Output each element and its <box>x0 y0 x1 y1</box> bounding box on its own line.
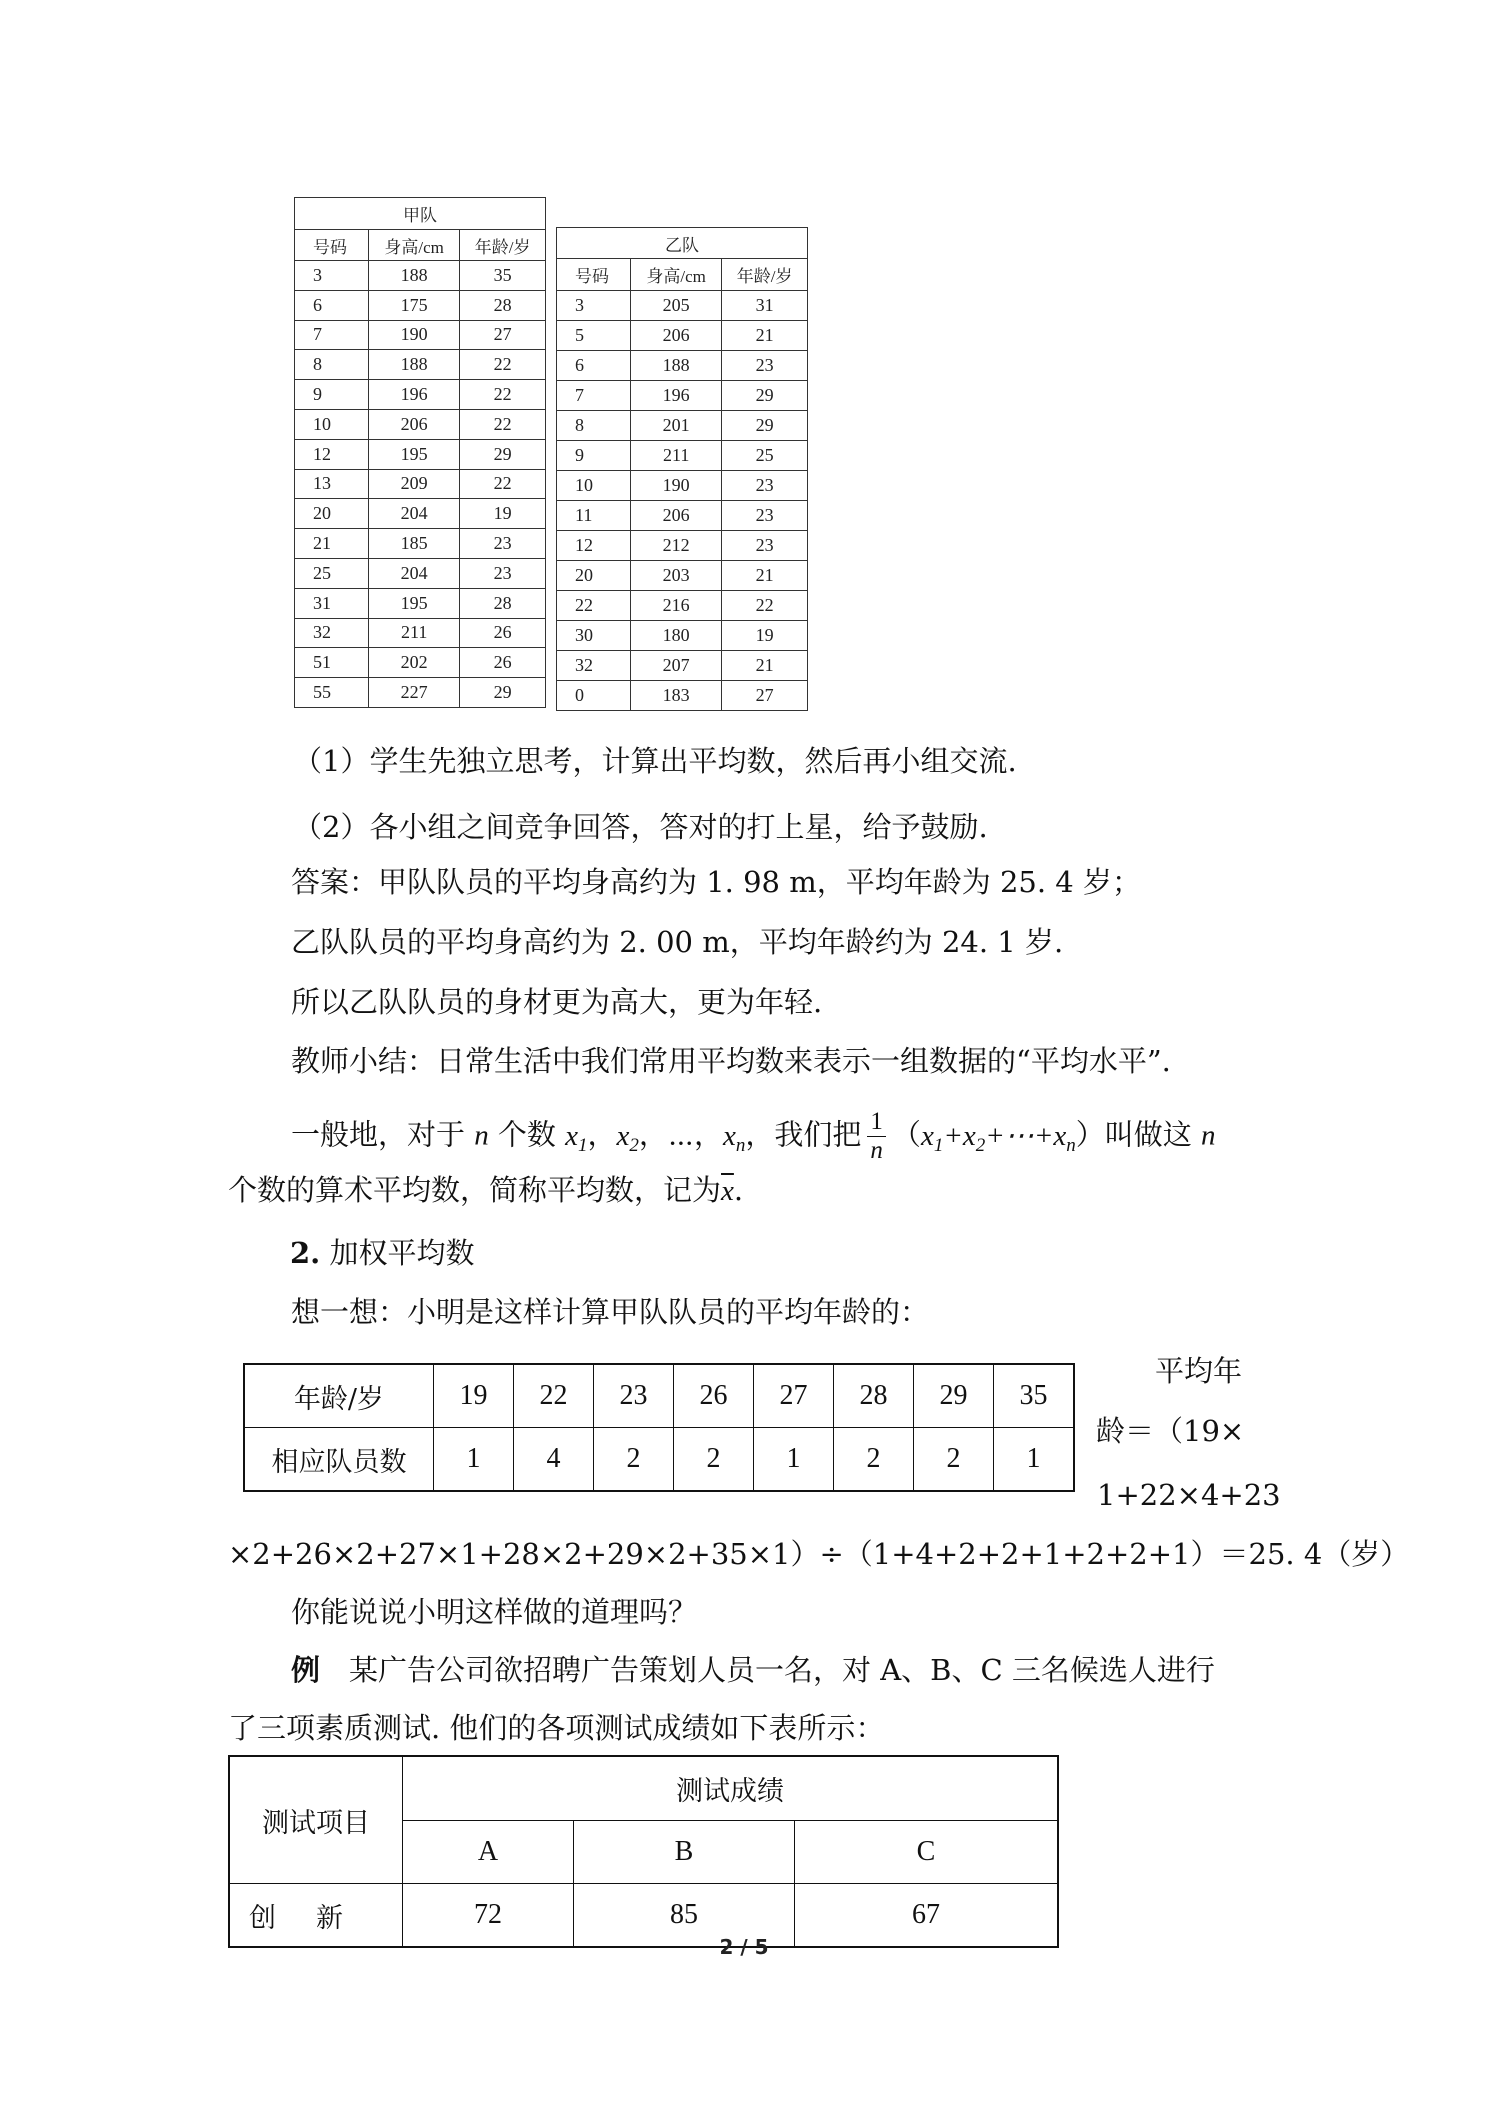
team-b-row <box>557 621 808 651</box>
candidate-a-header: A <box>403 1821 574 1884</box>
answer-line-2: 乙队队员的平均身高约为 2. 00 m，平均年龄约为 24. 1 岁. <box>291 925 1064 959</box>
team-b-row <box>557 681 808 711</box>
team-b-cell: 20 <box>557 561 631 591</box>
team-a-row <box>295 261 546 291</box>
team-b-cell: 22 <box>722 591 808 621</box>
team-a-cell: 196 <box>369 380 460 410</box>
answer-line-3: 所以乙队队员的身材更为高大，更为年轻. <box>291 985 823 1019</box>
definition-text-2: 个数的算术平均数，简称平均数，记为 <box>228 1173 722 1207</box>
team-b-body <box>557 291 808 711</box>
team-a-cell: 12 <box>295 439 369 469</box>
team-b-cell: 6 <box>557 351 631 381</box>
x1-term: $x_1$ <box>565 1119 588 1156</box>
team-b-cell: 205 <box>631 291 722 321</box>
team-a-row <box>295 529 546 559</box>
age-value: 22 <box>514 1364 594 1428</box>
example-line-2: 了三项素质测试. 他们的各项测试成绩如下表所示： <box>228 1711 885 1745</box>
team-a-row <box>295 439 546 469</box>
team-b-cell: 201 <box>631 411 722 441</box>
team-b-header-height: 身高/cm <box>631 259 722 291</box>
team-b-cell: 12 <box>557 531 631 561</box>
team-b-row <box>557 651 808 681</box>
team-b-cell: 23 <box>722 531 808 561</box>
count-value: 2 <box>594 1428 674 1492</box>
team-b-cell: 23 <box>722 471 808 501</box>
team-a-header-height: 身高/cm <box>369 230 460 261</box>
one-over-n-fraction <box>867 1108 886 1165</box>
team-b-row <box>557 351 808 381</box>
test-score-header: 测试成绩 <box>403 1756 1059 1821</box>
page-number: 2 / 5 <box>719 1935 769 1959</box>
formula-continuation: ×2+26×2+27×1+28×2+29×2+35×1）÷（1+4+2+2+1+2+2+1）＝25. 4（岁） <box>228 1537 1410 1571</box>
team-b-row <box>557 321 808 351</box>
team-a-cell: 190 <box>369 320 460 350</box>
team-a-cell: 9 <box>295 380 369 410</box>
team-b-cell: 190 <box>631 471 722 501</box>
team-b-cell: 29 <box>722 381 808 411</box>
variable-n: n <box>474 1119 489 1152</box>
team-a-cell: 55 <box>295 678 369 708</box>
team-b-cell: 29 <box>722 411 808 441</box>
team-a-cell: 23 <box>460 529 546 559</box>
team-a-table <box>294 197 546 708</box>
team-a-cell: 29 <box>460 678 546 708</box>
teacher-summary: 教师小结：日常生活中我们常用平均数来表示一组数据的“平均水平”. <box>291 1044 1171 1078</box>
innovation-score-c: 67 <box>795 1884 1059 1948</box>
age-value: 23 <box>594 1364 674 1428</box>
team-a-cell: 175 <box>369 290 460 320</box>
team-a-row <box>295 409 546 439</box>
team-b-row <box>557 411 808 441</box>
team-a-title: 甲队 <box>295 198 546 230</box>
team-b-row <box>557 591 808 621</box>
team-a-cell: 195 <box>369 588 460 618</box>
example-label: 例 <box>291 1653 321 1687</box>
team-a-cell: 26 <box>460 618 546 648</box>
team-b-cell: 11 <box>557 501 631 531</box>
score-table <box>228 1755 1059 1948</box>
team-a-cell: 227 <box>369 678 460 708</box>
sum-expression: $x_1+x_2+\cdots+x_n$ <box>920 1119 1076 1156</box>
team-a-cell: 28 <box>460 290 546 320</box>
team-a-cell: 23 <box>460 558 546 588</box>
team-a-cell: 29 <box>460 439 546 469</box>
team-b-row <box>557 471 808 501</box>
team-b-cell: 188 <box>631 351 722 381</box>
team-a-cell: 206 <box>369 409 460 439</box>
age-row-label: 年龄/岁 <box>244 1364 434 1428</box>
team-a-cell: 188 <box>369 350 460 380</box>
team-b-cell: 21 <box>722 561 808 591</box>
team-b-cell: 7 <box>557 381 631 411</box>
innovation-score-b: 85 <box>574 1884 795 1948</box>
team-a-cell: 27 <box>460 320 546 350</box>
age-value: 29 <box>914 1364 994 1428</box>
team-a-cell: 22 <box>460 409 546 439</box>
team-a-row <box>295 648 546 678</box>
team-b-cell: 207 <box>631 651 722 681</box>
test-item-header: 测试项目 <box>229 1756 403 1884</box>
team-a-cell: 8 <box>295 350 369 380</box>
definition-text-d: （ <box>891 1117 921 1152</box>
team-a-header-number: 号码 <box>295 230 369 261</box>
count-value: 1 <box>994 1428 1075 1492</box>
age-value: 26 <box>674 1364 754 1428</box>
team-a-row <box>295 350 546 380</box>
team-b-row <box>557 501 808 531</box>
definition-text-a: 一般地，对于 <box>291 1117 475 1152</box>
innovation-row-label: 创新 <box>249 1902 383 1934</box>
team-a-cell: 185 <box>369 529 460 559</box>
team-a-cell: 32 <box>295 618 369 648</box>
team-b-cell: 211 <box>631 441 722 471</box>
side-formula-3: 1+22×4+23 <box>1097 1478 1281 1512</box>
team-b-cell: 0 <box>557 681 631 711</box>
definition-text-e: ）叫做这 <box>1075 1117 1201 1152</box>
age-frequency-table <box>243 1363 1075 1492</box>
think-prompt: 想一想：小明是这样计算甲队队员的平均年龄的： <box>291 1295 930 1329</box>
innovation-score-a: 72 <box>403 1884 574 1948</box>
team-a-cell: 10 <box>295 409 369 439</box>
team-a-cell: 51 <box>295 648 369 678</box>
team-b-cell: 5 <box>557 321 631 351</box>
team-b-cell: 21 <box>722 651 808 681</box>
team-b-cell: 216 <box>631 591 722 621</box>
count-row-label: 相应队员数 <box>244 1428 434 1492</box>
age-value: 35 <box>994 1364 1075 1428</box>
team-b-header-number: 号码 <box>557 259 631 291</box>
team-a-cell: 26 <box>460 648 546 678</box>
age-row <box>244 1364 1074 1428</box>
team-a-header-age: 年龄/岁 <box>460 230 546 261</box>
candidate-c-header: C <box>795 1821 1059 1884</box>
team-a-cell: 31 <box>295 588 369 618</box>
team-b-row <box>557 441 808 471</box>
team-b-cell: 9 <box>557 441 631 471</box>
step-1-text: （1）学生先独立思考，计算出平均数，然后再小组交流. <box>293 744 1017 778</box>
team-a-row <box>295 499 546 529</box>
team-b-cell: 25 <box>722 441 808 471</box>
team-a-cell: 13 <box>295 469 369 499</box>
team-b-cell: 196 <box>631 381 722 411</box>
team-b-cell: 22 <box>557 591 631 621</box>
fraction-denominator: n <box>870 1137 883 1164</box>
team-b-cell: 32 <box>557 651 631 681</box>
team-a-cell: 22 <box>460 469 546 499</box>
team-a-cell: 35 <box>460 261 546 291</box>
team-b-cell: 203 <box>631 561 722 591</box>
team-b-row <box>557 531 808 561</box>
team-a-cell: 188 <box>369 261 460 291</box>
team-a-cell: 19 <box>460 499 546 529</box>
count-row <box>244 1428 1074 1492</box>
team-a-row <box>295 380 546 410</box>
team-b-cell: 27 <box>722 681 808 711</box>
count-value: 2 <box>834 1428 914 1492</box>
team-b-cell: 10 <box>557 471 631 501</box>
team-a-cell: 209 <box>369 469 460 499</box>
team-b-header-age: 年龄/岁 <box>722 259 808 291</box>
xn-term: $x_n$ <box>723 1119 746 1156</box>
section-2-title: 加权平均数 <box>320 1236 475 1270</box>
team-b-row <box>557 291 808 321</box>
team-a-cell: 211 <box>369 618 460 648</box>
team-a-body <box>295 261 546 708</box>
team-a-row <box>295 588 546 618</box>
team-b-cell: 23 <box>722 351 808 381</box>
team-b-cell: 19 <box>722 621 808 651</box>
team-a-cell: 204 <box>369 558 460 588</box>
team-a-cell: 7 <box>295 320 369 350</box>
team-a-cell: 21 <box>295 529 369 559</box>
period: . <box>733 1173 744 1207</box>
team-b-cell: 31 <box>722 291 808 321</box>
example-text-1: 某广告公司欲招聘广告策划人员一名，对 A、B、C 三名候选人进行 <box>320 1653 1215 1687</box>
team-b-cell: 183 <box>631 681 722 711</box>
definition-text-b: 个数 <box>488 1117 566 1152</box>
side-formula-1: 平均年 <box>1155 1354 1243 1388</box>
definition-line-2 <box>228 1170 743 1211</box>
candidate-b-header: B <box>574 1821 795 1884</box>
team-b-cell: 21 <box>722 321 808 351</box>
team-a-cell: 22 <box>460 350 546 380</box>
team-a-cell: 20 <box>295 499 369 529</box>
team-a-cell: 195 <box>369 439 460 469</box>
variable-n-2: n <box>1201 1119 1216 1152</box>
definition-text-c: ，我们把 <box>745 1117 862 1152</box>
team-b-cell: 180 <box>631 621 722 651</box>
team-b-cell: 3 <box>557 291 631 321</box>
age-value: 28 <box>834 1364 914 1428</box>
definition-line-1: 一般地，对于 n 个数 $x_1$，$x_2$，⋯，$x_n$，我们把 $\frac{1}{n}$ $(x_1+x_2+\cdots+x_n)$叫做这 n <box>291 1108 1216 1164</box>
step-2-text: （2）各小组之间竞争回答，答对的打上星，给予鼓励. <box>293 810 988 844</box>
age-value: 27 <box>754 1364 834 1428</box>
team-a-cell: 202 <box>369 648 460 678</box>
team-b-table <box>556 227 808 711</box>
team-a-cell: 28 <box>460 588 546 618</box>
team-a-cell: 25 <box>295 558 369 588</box>
team-b-cell: 8 <box>557 411 631 441</box>
x2-term: $x_2$ <box>616 1119 639 1156</box>
count-value: 2 <box>914 1428 994 1492</box>
answer-line-1: 答案：甲队队员的平均身高约为 1. 98 m，平均年龄为 25. 4 岁； <box>291 865 1141 899</box>
count-value: 2 <box>674 1428 754 1492</box>
fraction-numerator: 1 <box>867 1108 886 1137</box>
count-value: 4 <box>514 1428 594 1492</box>
side-formula-2: 龄＝（19× <box>1096 1414 1245 1448</box>
example-line-1 <box>291 1650 1215 1690</box>
team-b-cell: 206 <box>631 501 722 531</box>
section-2-number: 2. <box>290 1236 321 1270</box>
team-b-title: 乙队 <box>557 228 808 259</box>
age-value: 19 <box>434 1364 514 1428</box>
team-b-row <box>557 381 808 411</box>
team-b-cell: 23 <box>722 501 808 531</box>
team-a-row <box>295 469 546 499</box>
team-a-cell: 6 <box>295 290 369 320</box>
team-a-row <box>295 290 546 320</box>
team-b-cell: 212 <box>631 531 722 561</box>
team-a-row <box>295 320 546 350</box>
team-a-row <box>295 558 546 588</box>
team-b-cell: 30 <box>557 621 631 651</box>
team-a-row <box>295 618 546 648</box>
question-text: 你能说说小明这样做的道理吗？ <box>291 1595 698 1629</box>
mean-symbol: $\overline{x}$ <box>721 1175 734 1207</box>
count-value: 1 <box>754 1428 834 1492</box>
team-a-cell: 204 <box>369 499 460 529</box>
team-a-cell: 22 <box>460 380 546 410</box>
team-a-row <box>295 678 546 708</box>
count-value: 1 <box>434 1428 514 1492</box>
section-2-heading <box>290 1233 475 1273</box>
team-b-cell: 206 <box>631 321 722 351</box>
team-a-cell: 3 <box>295 261 369 291</box>
team-b-row <box>557 561 808 591</box>
